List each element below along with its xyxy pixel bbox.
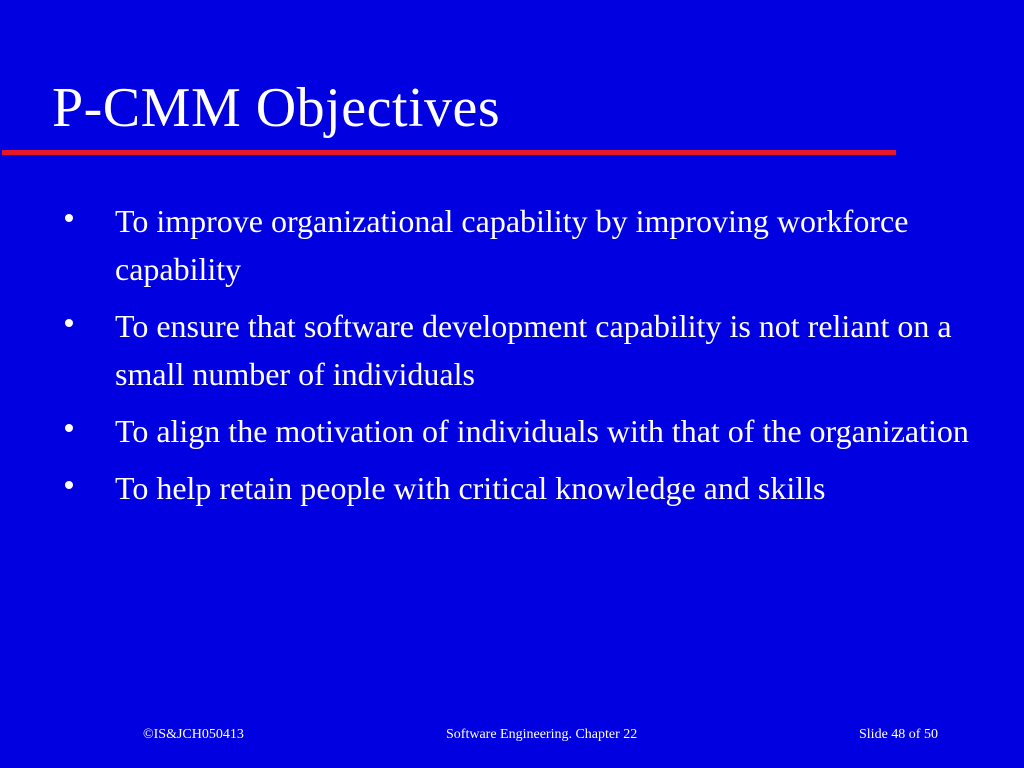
title-underline	[2, 150, 896, 155]
bullet-list	[0, 197, 1024, 521]
bullet-item	[0, 464, 1024, 512]
bullet-text: To align the motivation of individuals with that of the organization	[115, 413, 969, 449]
bullet-dot-icon	[65, 319, 73, 327]
bullet-item	[0, 302, 1024, 398]
bullet-item	[0, 197, 1024, 293]
footer-course-title: Software Engineering. Chapter 22	[446, 727, 638, 742]
bullet-text: To help retain people with critical knowledge and skills	[115, 470, 826, 506]
footer-slide-number: Slide 48 of 50	[859, 727, 938, 742]
bullet-item	[0, 407, 1024, 455]
slide-title: P-CMM Objectives	[52, 77, 501, 139]
bullet-dot-icon	[65, 481, 73, 489]
bullet-dot-icon	[65, 214, 73, 222]
bullet-text: To improve organizational capability by improving workforce capability	[115, 203, 909, 287]
bullet-text: To ensure that software development capability is not reliant on a small number of individuals	[115, 308, 952, 392]
bullet-dot-icon	[65, 424, 73, 432]
footer-copyright: ©IS&JCH050413	[143, 727, 244, 742]
